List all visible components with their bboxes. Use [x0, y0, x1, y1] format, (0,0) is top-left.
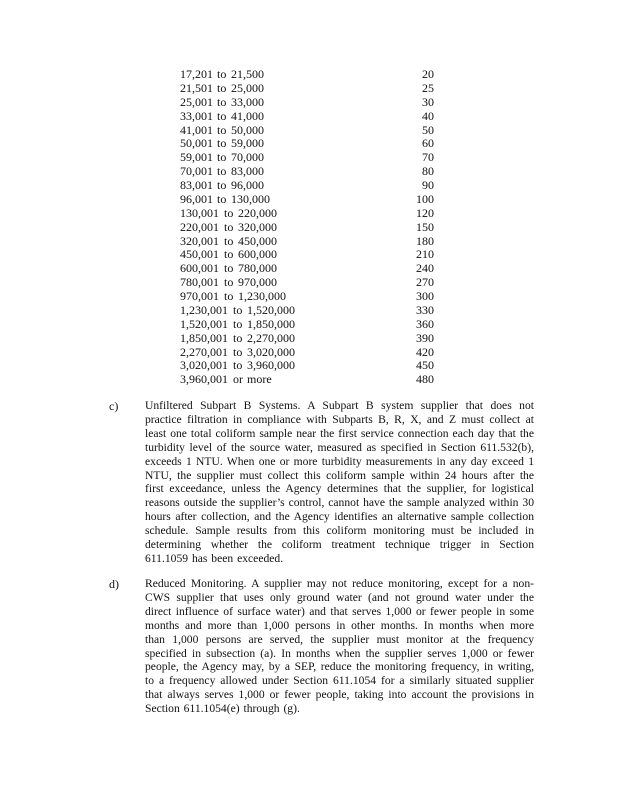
samples-required: 180 [416, 233, 434, 248]
paragraph-d-letter: d) [109, 577, 119, 591]
range-separator: to [217, 164, 227, 179]
population-to: 220,000 [238, 205, 277, 220]
paragraph-c-text: Unfiltered Subpart B Systems. A Subpart B system supplier that does not practice filtration in compliance with Subparts B, R, X, and Z must collect at least one total coliform sample near the first service connection each day that the turbidity level of the source water, measured as specified in Section 611.532(b), exceeds 1 NTU. When one or more turbidity measurements in any day exceed 1 NTU, the supplier must collect this coliform sample within 24 hours after the first exceedance, unless the Agency determines that the supplier, for logistical reasons outside the supplier’s control, cannot have the sample analyzed within 30 hours after collection, and the Agency identifies an alternative sample collection schedule. Sample results from this coliform monitoring must be included in determining whether the coliform treatment technique trigger in Section 611.1059 has been exceeded. [145, 399, 534, 565]
population-from: 780,001 [180, 275, 219, 290]
population-from: 83,001 [180, 178, 213, 192]
population-sample-table [0, 68, 618, 387]
samples-required: 270 [416, 275, 434, 290]
population-from: 2,270,001 [180, 344, 228, 359]
population-to: 70,000 [231, 150, 264, 165]
range-separator: to [224, 289, 234, 303]
population-to: 83,000 [231, 164, 264, 179]
range-separator: or [233, 372, 243, 387]
range-separator: to [217, 178, 227, 192]
samples-required: 120 [416, 205, 434, 220]
samples-required: 20 [422, 67, 434, 81]
samples-required: 390 [416, 330, 434, 345]
samples-required: 60 [422, 136, 434, 151]
population-to: 2,270,000 [247, 330, 295, 345]
table-row [0, 110, 618, 124]
table-row [0, 359, 618, 373]
table-row [0, 151, 618, 165]
population-to: 1,230,000 [238, 289, 286, 303]
population-from: 17,201 [180, 67, 213, 81]
population-to: 1,520,000 [247, 302, 295, 317]
range-separator: to [217, 191, 227, 206]
table-row [0, 262, 618, 276]
samples-required: 330 [416, 302, 434, 317]
population-from: 96,001 [180, 191, 213, 206]
range-separator: to [224, 233, 234, 248]
population-from: 70,001 [180, 164, 213, 179]
population-to: 25,000 [231, 80, 264, 95]
range-separator: to [217, 67, 227, 81]
population-from: 450,001 [180, 247, 219, 262]
range-separator: to [233, 330, 243, 345]
range-separator: to [224, 261, 234, 276]
range-separator: to [224, 205, 234, 220]
population-from: 1,230,001 [180, 302, 228, 317]
table-row [0, 68, 618, 82]
population-to: 33,000 [231, 94, 264, 109]
table-row [0, 96, 618, 110]
population-to: 3,020,000 [247, 344, 295, 359]
table-row [0, 165, 618, 179]
population-to: 50,000 [231, 122, 264, 137]
range-separator: to [224, 275, 234, 290]
population-from: 1,520,001 [180, 316, 228, 331]
range-separator: to [224, 219, 234, 234]
population-to: 41,000 [231, 108, 264, 123]
table-row [0, 276, 618, 290]
population-from: 21,501 [180, 80, 213, 95]
population-to: 96,000 [231, 178, 264, 192]
range-separator: to [224, 247, 234, 262]
table-row [0, 332, 618, 346]
range-separator: to [217, 150, 227, 165]
population-from: 600,001 [180, 261, 219, 276]
population-from: 3,960,001 [180, 372, 228, 387]
population-from: 33,001 [180, 108, 213, 123]
population-from: 50,001 [180, 136, 213, 151]
range-separator: to [233, 302, 243, 317]
population-to: 21,500 [231, 67, 264, 81]
samples-required: 50 [422, 122, 434, 137]
table-row [0, 318, 618, 332]
samples-required: 480 [416, 372, 434, 387]
table-row [0, 373, 618, 387]
table-row [0, 235, 618, 249]
samples-required: 90 [422, 178, 434, 192]
samples-required: 360 [416, 316, 434, 331]
range-separator: to [217, 136, 227, 151]
table-row [0, 221, 618, 235]
population-from: 320,001 [180, 233, 219, 248]
range-separator: to [217, 80, 227, 95]
population-to: 600,000 [238, 247, 277, 262]
samples-required: 420 [416, 344, 434, 359]
population-from: 130,001 [180, 205, 219, 220]
population-to: 320,000 [238, 219, 277, 234]
table-row [0, 304, 618, 318]
samples-required: 150 [416, 219, 434, 234]
population-to: 59,000 [231, 136, 264, 151]
population-from: 220,001 [180, 219, 219, 234]
population-to: 130,000 [231, 191, 270, 206]
range-separator: to [233, 358, 243, 373]
population-from: 41,001 [180, 122, 213, 137]
table-row [0, 207, 618, 221]
table-row [0, 346, 618, 360]
population-from: 59,001 [180, 150, 213, 165]
population-to: 780,000 [238, 261, 277, 276]
table-row [0, 82, 618, 96]
range-separator: to [217, 122, 227, 137]
table-row [0, 290, 618, 304]
samples-required: 240 [416, 261, 434, 276]
population-from: 1,850,001 [180, 330, 228, 345]
samples-required: 450 [416, 358, 434, 373]
population-to: 1,850,000 [247, 316, 295, 331]
samples-required: 300 [416, 289, 434, 303]
range-separator: to [217, 94, 227, 109]
population-to: more [247, 372, 272, 387]
population-from: 25,001 [180, 94, 213, 109]
table-row [0, 248, 618, 262]
samples-required: 100 [416, 191, 434, 206]
population-from: 970,001 [180, 289, 219, 303]
population-to: 3,960,000 [247, 358, 295, 373]
population-to: 450,000 [238, 233, 277, 248]
range-separator: to [217, 108, 227, 123]
table-row [0, 137, 618, 151]
samples-required: 70 [422, 150, 434, 165]
range-separator: to [233, 316, 243, 331]
population-from: 3,020,001 [180, 358, 228, 373]
range-separator: to [233, 344, 243, 359]
population-to: 970,000 [238, 275, 277, 290]
samples-required: 40 [422, 108, 434, 123]
table-row [0, 179, 618, 193]
samples-required: 30 [422, 94, 434, 109]
samples-required: 210 [416, 247, 434, 262]
paragraph-c-letter: c) [109, 399, 119, 413]
samples-required: 25 [422, 80, 434, 95]
paragraph-d-text: Reduced Monitoring. A supplier may not reduce monitoring, except for a non-CWS supplier that uses only ground water (and not ground water under the direct influence of surface water) and that serves 1,000 or fewer people in some months and more than 1,000 persons in other months. In months when more than 1,000 persons are served, the supplier must monitor at the frequency specified in subsection (a). In months when the supplier serves 1,000 or fewer people, the Agency may, by a SEP, reduce the monitoring frequency, in writing, to a frequency allowed under Section 611.1054 for a similarly situated supplier that always serves 1,000 or fewer people, taking into account the provisions in Section 611.1054(e) through (g). [145, 577, 534, 716]
table-row [0, 193, 618, 207]
samples-required: 80 [422, 164, 434, 179]
table-row [0, 124, 618, 138]
